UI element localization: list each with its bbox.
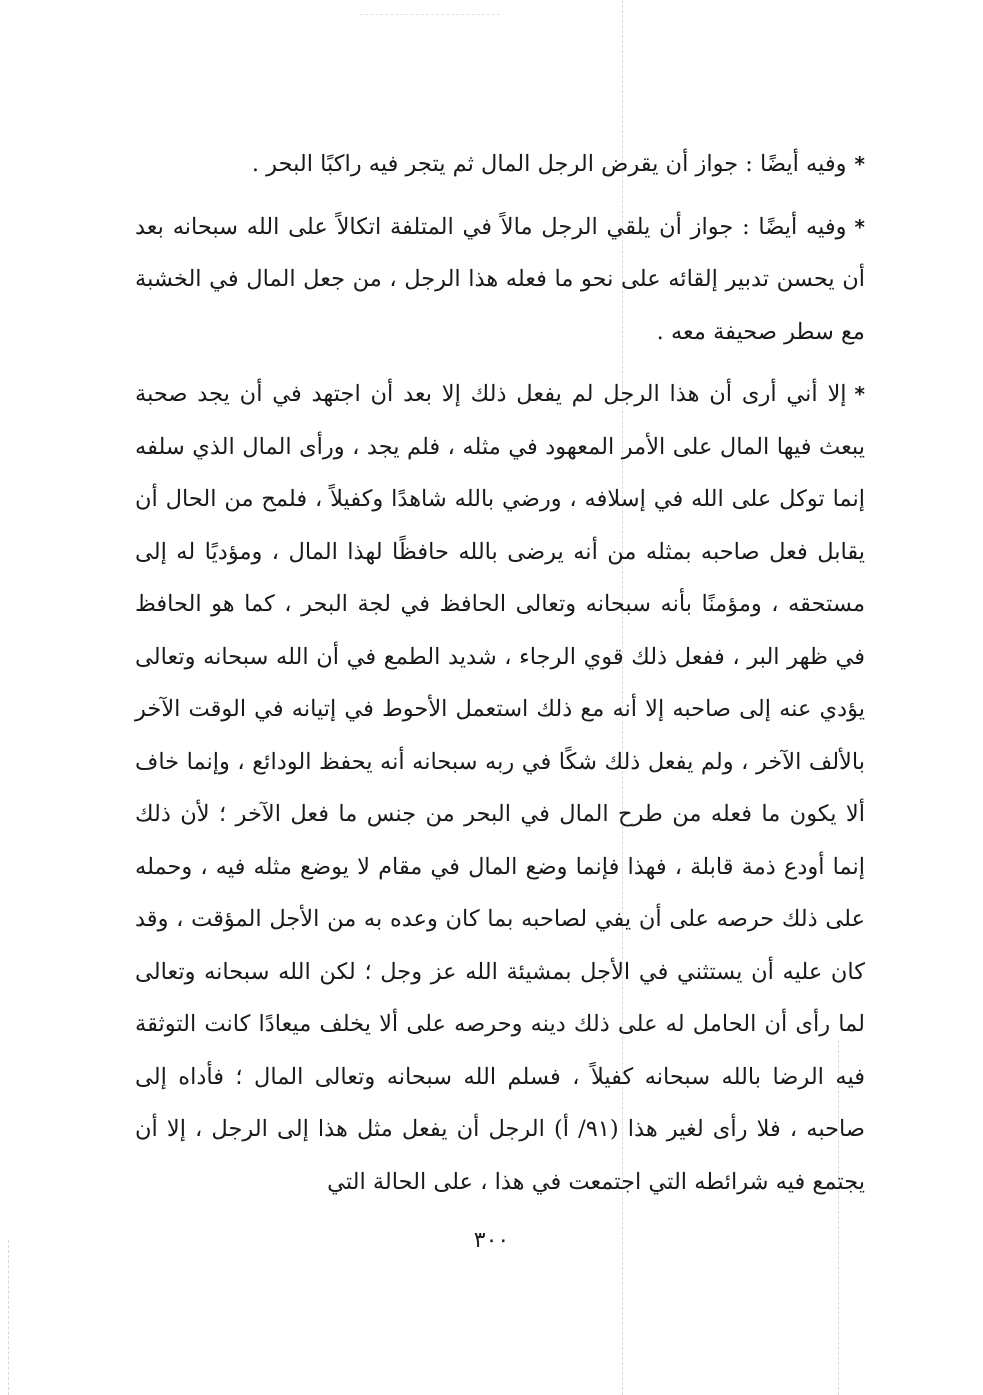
bullet-star-icon: * [854, 152, 865, 176]
paragraph [135, 138, 865, 191]
paragraph-text: وفيه أيضًا : جواز أن يقرض الرجل المال ثم يتجر فيه راكبًا البحر . [251, 151, 847, 177]
scan-guide-line [360, 14, 500, 15]
paragraph [135, 368, 865, 1208]
bullet-star-icon: * [854, 382, 865, 406]
paragraph-text: وفيه أيضًا : جواز أن يلقي الرجل مالاً في المتلفة اتكالاً على الله سبحانه بعد أن يحسن تدبير إلقائه على نحو ما فعله هذا الرجل ، من جعل المال في الخشبة مع سطر صحيفة معه . [135, 213, 865, 345]
paragraph [135, 201, 865, 359]
bullet-star-icon: * [854, 214, 865, 239]
paragraph-text: إلا أني أرى أن هذا الرجل لم يفعل ذلك إلا بعد أن اجتهد في أن يجد صحبة يبعث فيها المال على الأمر المعهود في مثله ، فلم يجد ، ورأى المال الذي سلفه إنما توكل على الله في إسلافه ، ورضي بالله شاهدًا وكفيلاً ، فلمح من الحال أن يقابل فعل صاحبه بمثله من أنه يرضى بالله حافظًا لهذا المال ، ومؤديًا له إلى مستحقه ، ومؤمنًا بأنه سبحانه وتعالى الحافظ في لجة البحر ، كما هو الحافظ في ظهر البر ، ففعل ذلك قوي الرجاء ، شديد الطمع في أن الله سبحانه وتعالى يؤدي عنه إلى صاحبه إلا أنه مع ذلك استعمل الأحوط في إتيانه في الوقت الآخر بالألف الآخر ، ولم يفعل ذلك شكًا في ربه سبحانه أنه يحفظ الودائع ، وإنما خاف ألا يكون ما فعله من طرح المال في البحر من جنس ما فعل الآخر ؛ لأن ذلك إنما أودع ذمة قابلة ، فهذا فإنما وضع المال في مقام لا يوضع مثله فيه ، وحمله على ذلك حرصه على أن يفي لصاحبه بما كان وعده به من الأجل المؤقت ، وقد كان عليه أن يستثني في الأجل بمشيئة الله عز وجل ؛ لكن الله سبحانه وتعالى لما رأى أن الحامل له على ذلك دينه وحرصه على ألا يخلف ميعادًا كانت التوثقة فيه الرضا بالله سبحانه كفيلاً ، فسلم الله سبحانه وتعالى المال ؛ فأداه إلى صاحبه ، فلا رأى لغير هذا (٩١/ أ) الرجل أن يفعل مثل هذا إلى الرجل ، إلا أن يجتمع فيه شرائطه التي اجتمعت في هذا ، على الحالة التي [135, 381, 866, 1195]
page-number: ٣٠٠ [473, 1228, 510, 1253]
body-text [135, 138, 865, 1208]
scan-guide-line [8, 1240, 9, 1395]
